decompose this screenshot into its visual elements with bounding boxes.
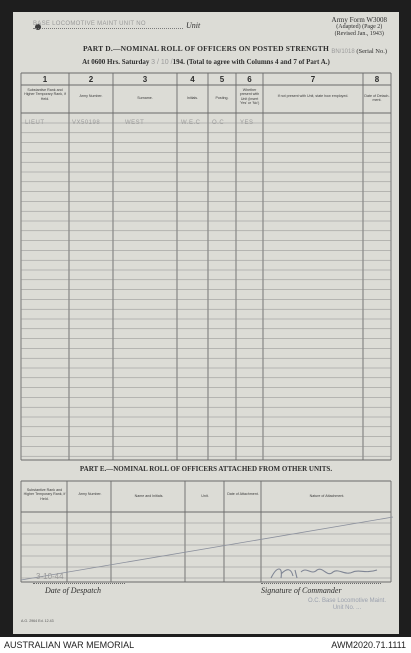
credit-institution: AUSTRALIAN WAR MEMORIAL xyxy=(4,640,135,650)
e-header-nature: Nature of Attachment. xyxy=(309,494,345,498)
despatch-date-value: 3-10-44 xyxy=(36,572,64,581)
part-d-title: PART D.—NOMINAL ROLL OF OFFICERS ON POSTED STRENGTH xyxy=(82,44,330,53)
col-header-rank: Substantive Rank and Higher Temporary Rank, if Held. xyxy=(24,88,66,101)
despatch-label: Date of Despatch xyxy=(45,586,101,595)
col-header-present: Whether present with Unit (insert 'Yes' or 'No') xyxy=(239,88,260,105)
army-form-revised: (Revised Jan., 1943) xyxy=(334,31,384,37)
form-sheet xyxy=(13,12,399,634)
e-header-attachment-date: Date of Attachment. xyxy=(227,492,259,496)
col-number: 6 xyxy=(247,75,252,84)
signature-label: Signature of Commander xyxy=(261,586,342,595)
e-header-unit: Unit. xyxy=(201,494,209,498)
col-header-initials: Initials. xyxy=(186,96,199,100)
serial-handwritten: BN/1018 xyxy=(331,49,355,55)
commander-stamp: O.C. Base Locomotive Maint. Unit No. ... xyxy=(307,598,387,611)
col-number: 1 xyxy=(42,75,48,84)
subtitle-date: 3 / 10 / xyxy=(151,59,173,66)
commander-signature xyxy=(267,564,385,584)
credit-bar xyxy=(0,637,411,653)
col-number: 7 xyxy=(310,75,316,84)
col-header-posting: Posting. xyxy=(215,96,229,100)
row1-army-number: VX50198 xyxy=(72,120,101,126)
col-number: 4 xyxy=(190,75,195,84)
army-form-number: Army Form W3008 xyxy=(331,16,387,24)
col-number: 2 xyxy=(88,75,94,84)
e-header-name: Name and Initials. xyxy=(134,494,164,498)
credit-accession: AWM2020.71.1111 xyxy=(331,640,406,650)
col-header-surname: Surname. xyxy=(137,96,153,100)
row1-initials: W.E.C xyxy=(181,120,201,126)
part-e-title: PART E.—NOMINAL ROLL OF OFFICERS ATTACHED FROM OTHER UNITS. xyxy=(79,465,333,473)
subtitle-year: 194 xyxy=(172,58,184,66)
row1-surname: WEST xyxy=(125,120,145,126)
printer-line: A.G. 2964 Ed. 12.43 xyxy=(21,619,54,623)
col-number: 3 xyxy=(142,75,148,84)
col-header-detachment: Date of Detach-ment. xyxy=(364,94,390,103)
subtitle-suffix: . (Total to agree with Columns 4 and 7 of Part A.) xyxy=(183,58,330,66)
serial-label: (Serial No.) xyxy=(356,48,387,55)
row1-rank: LIEUT xyxy=(25,120,45,126)
despatch-dotted-line xyxy=(33,583,125,584)
subtitle-prefix: At 0600 Hrs. Saturday xyxy=(82,58,150,66)
row1-posting: O.C xyxy=(212,120,225,126)
unit-handwritten: BASE LOCOMOTIVE MAINT UNIT NO xyxy=(33,21,146,27)
unit-label: Unit xyxy=(186,21,201,30)
e-header-army-number: Army Number. xyxy=(78,492,102,496)
army-form-adapted: (Adapted) (Page 2) xyxy=(336,24,383,30)
col-number: 8 xyxy=(374,75,380,84)
signature-dotted-line xyxy=(261,583,381,584)
col-number: 5 xyxy=(219,75,225,84)
row1-present: YES xyxy=(240,120,254,126)
col-header-army-number: Army Number. xyxy=(79,94,103,98)
ruled-grid xyxy=(13,12,399,634)
e-header-rank: Substantive Rank and Higher Temporary Rank, if Held. xyxy=(23,488,66,501)
col-header-employed: If not present with Unit, state how employed. xyxy=(277,94,349,98)
